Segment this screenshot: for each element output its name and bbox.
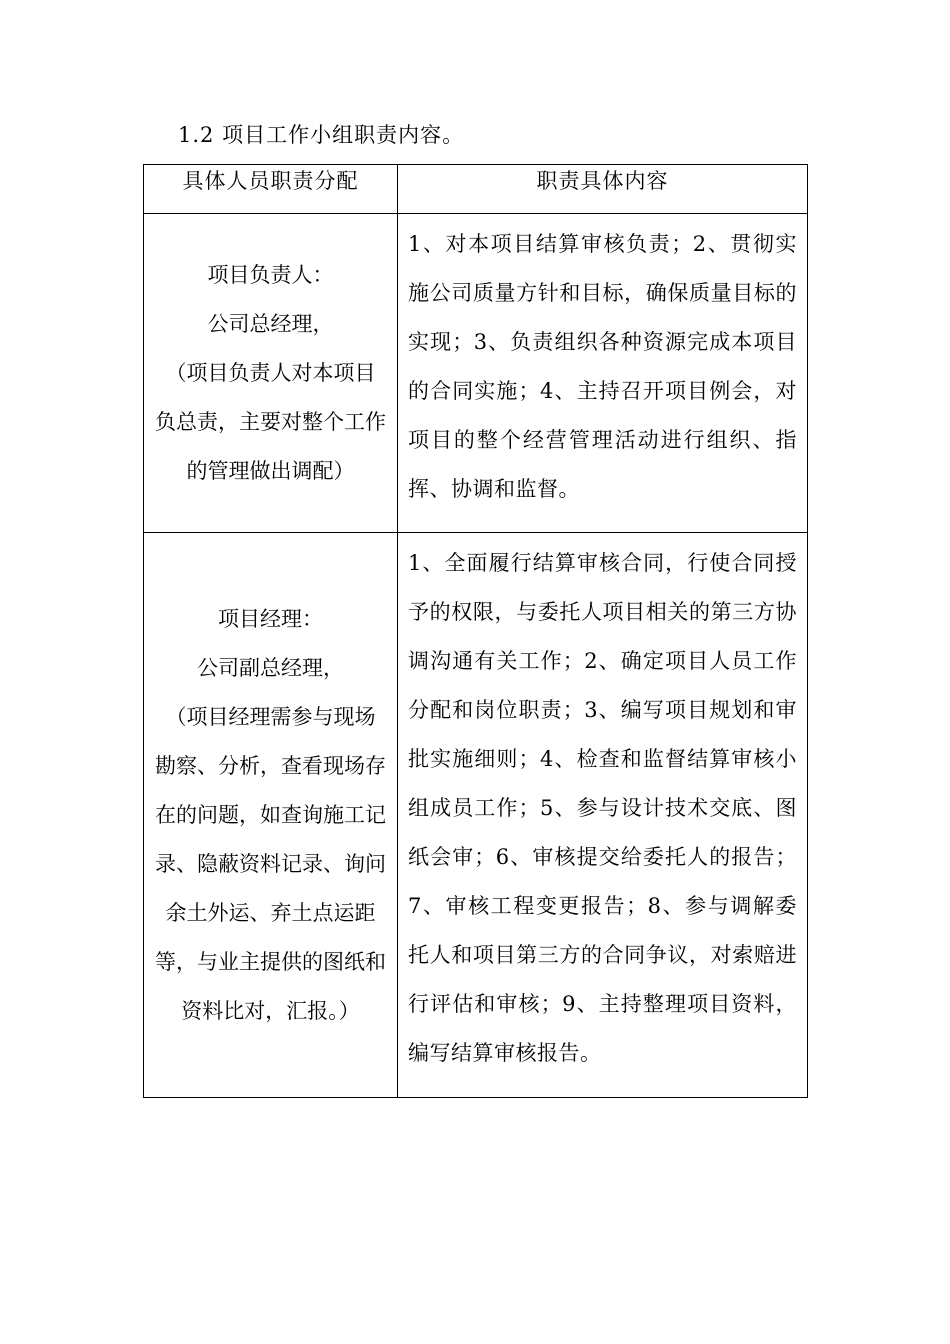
role-line: 等，与业主提供的图纸和 bbox=[155, 949, 386, 974]
duties-cell: 1、全面履行结算审核合同，行使合同授予的权限，与委托人项目相关的第三方协调沟通有关工作；2、确定项目人员工作分配和岗位职责；3、编写项目规划和审批实施细则；4、检查和监督结算审核小组成员工作；5、参与设计技术交底、图纸会审；6、审核提交给委托人的报告；7、审核工程变更报告；8、参与调解委托人和项目第三方的合同争议，对索赔进行评估和审核；9、主持整理项目资料，编写结算审核报告。 bbox=[398, 533, 808, 1098]
column-header-duties: 职责具体内容 bbox=[398, 165, 808, 214]
role-line: 资料比对，汇报。） bbox=[181, 998, 360, 1023]
role-line: 勘察、分析，查看现场存 bbox=[155, 753, 386, 778]
responsibility-table bbox=[143, 164, 808, 1098]
role-line: 公司副总经理， bbox=[197, 655, 344, 680]
role-cell bbox=[144, 533, 398, 1098]
role-line: 项目负责人： bbox=[207, 262, 334, 287]
table-header-row bbox=[144, 165, 808, 214]
duties-cell: 1、对本项目结算审核负责；2、贯彻实施公司质量方针和目标，确保质量目标的实现；3、负责组织各种资源完成本项目的合同实施；4、主持召开项目例会，对项目的整个经营管理活动进行组织、指挥、协调和监督。 bbox=[398, 214, 808, 533]
column-header-role: 具体人员职责分配 bbox=[144, 165, 398, 214]
role-line: 公司总经理， bbox=[207, 311, 334, 336]
role-line: （项目经理需参与现场 bbox=[165, 704, 376, 729]
role-line: 录、隐蔽资料记录、询问 bbox=[155, 851, 386, 876]
role-line: （项目负责人对本项目 bbox=[165, 360, 376, 385]
role-line: 的管理做出调配） bbox=[186, 458, 355, 483]
role-line: 在的问题，如查询施工记 bbox=[155, 802, 386, 827]
role-line: 负总责，主要对整个工作 bbox=[155, 409, 386, 434]
table-row bbox=[144, 214, 808, 533]
table-row bbox=[144, 533, 808, 1098]
role-cell bbox=[144, 214, 398, 533]
role-line: 项目经理： bbox=[218, 606, 323, 631]
section-heading: 1.2 项目工作小组职责内容。 bbox=[178, 123, 465, 147]
role-line: 余土外运、弃土点运距 bbox=[165, 900, 376, 925]
